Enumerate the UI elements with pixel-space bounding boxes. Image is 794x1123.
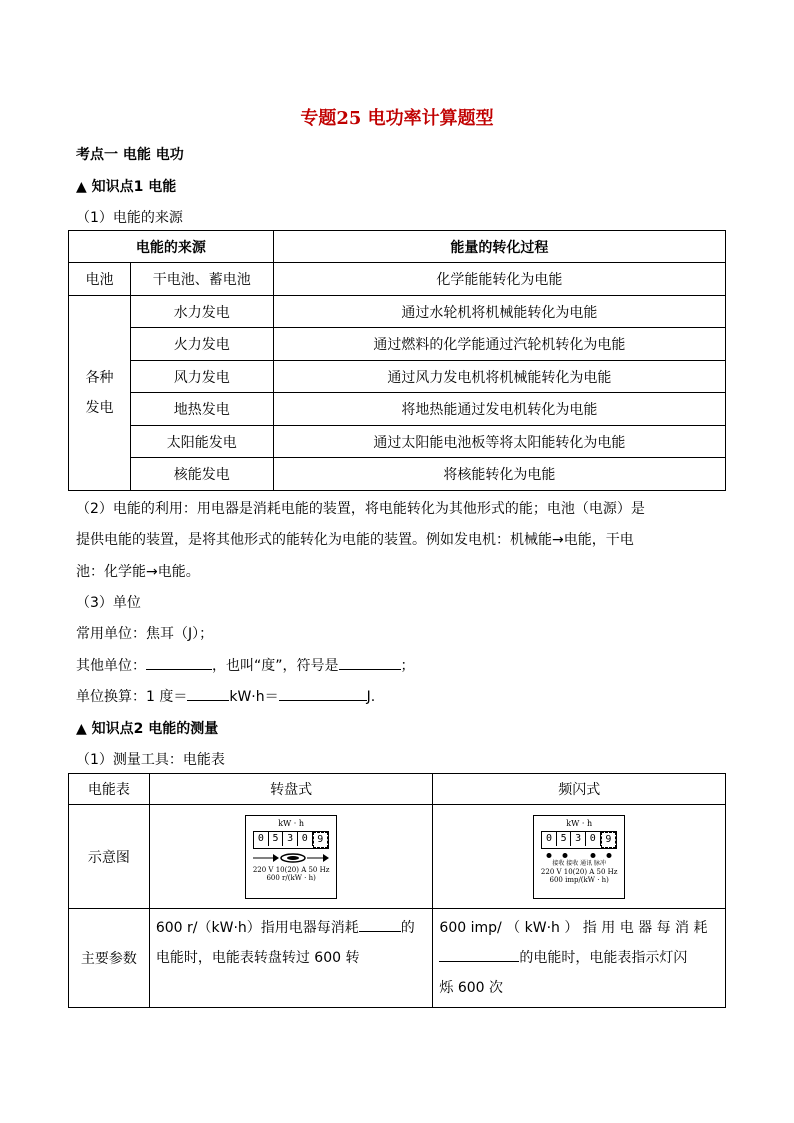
answer-blank[interactable] [439,947,519,962]
answer-blank[interactable] [187,686,229,701]
meter-digit: 9 [601,832,617,848]
meter-spec-rating: 220 V 10(20) A 50 Hz [252,865,330,874]
other-unit-text: ，也叫“度”，符号是 [212,658,339,674]
other-unit-label: 其他单位： [76,658,146,674]
subheading-sources: （1）电能的来源 [76,210,183,226]
generation-type-cell: 地热发电 [130,393,273,426]
other-unit-line [76,655,415,675]
section-heading: 考点一 电能 电功 [76,147,184,163]
page-title: 专题25 电功率计算题型 [300,108,494,129]
meter-digit: 0 [298,832,313,846]
header-meter: 电能表 [69,774,150,805]
rotating-disc-icon [251,852,331,864]
meter-unit: kW · h [278,818,305,828]
answer-blank[interactable] [359,917,401,932]
generation-process-cell: 将地热能通过发电机转化为电能 [273,393,725,426]
generation-group-cell [69,296,131,491]
meter-spec-constant: 600 r/(kW · h) [266,873,316,882]
common-unit-line: 常用单位：焦耳（J）； [76,626,214,642]
flash-param-text: 烁 600 次 [439,980,504,996]
generation-type-cell: 核能发电 [130,458,273,491]
generation-process-cell: 通过风力发电机将机械能转化为电能 [273,361,725,393]
flash-param-text: 的电能时，电能表指示灯闪 [519,950,688,966]
schematic-label: 示意图 [69,805,150,909]
rotary-meter-image [245,815,337,899]
meter-unit: kW · h [566,818,593,828]
rotary-param-text: 的 [400,920,415,936]
subheading-units: （3）单位 [76,595,141,611]
paragraph-usage-line3: 池：化学能→电能。 [76,564,200,580]
generation-type-cell: 水力发电 [130,296,273,328]
generation-type-cell: 风力发电 [130,361,273,393]
generation-process-cell: 通过水轮机将机械能转化为电能 [273,296,725,328]
energy-source-table [68,230,726,491]
meter-table [68,773,726,1008]
other-unit-end: ； [400,658,415,674]
answer-blank[interactable] [339,655,401,670]
meter-digits [541,831,617,849]
flash-params-cell [433,909,726,1008]
meter-digit: 3 [283,832,298,846]
meter-digit: 3 [571,832,586,846]
meter-spec-constant: 600 imp/(kW · h) [549,875,609,884]
meter-digit: 5 [269,832,284,846]
indicator-lights-icon [539,851,619,860]
conversion-joule: J. [366,689,376,705]
rotary-param-text: 600 r/（kW·h）指用电器每消耗 [155,920,359,936]
meter-light-labels: 接收 接收 通讯 脉冲 [552,859,607,867]
paragraph-usage-line2: 提供电能的装置，是将其他形式的能转化为电能的装置。例如发电机：机械能→电能，干电 [76,532,634,548]
rotary-param-text: 电能时，电能表转盘转过 600 转 [155,950,360,966]
meter-digit: 9 [313,832,329,848]
meter-digit: 0 [254,832,269,846]
battery-type-cell: 干电池、蓄电池 [130,263,273,296]
params-label: 主要参数 [69,909,150,1008]
header-process: 能量的转化过程 [273,231,725,263]
paragraph-usage-line1: （2）电能的利用：用电器是消耗电能的装置，将电能转化为其他形式的能；电池（电源）是 [76,501,645,517]
knowledge-point-2: ▲ 知识点2 电能的测量 [76,721,219,737]
unit-conversion-line [76,686,375,706]
answer-blank[interactable] [146,655,212,670]
generation-type-cell: 火力发电 [130,328,273,361]
answer-blank[interactable] [279,686,367,701]
meter-digit: 0 [586,832,601,846]
header-rotary: 转盘式 [149,774,433,805]
knowledge-point-1: ▲ 知识点1 电能 [76,179,177,195]
flash-meter-cell [433,805,726,909]
subheading-tool: （1）测量工具：电能表 [76,752,225,768]
meter-digits [253,831,329,849]
generation-process-cell: 通过燃料的化学能通过汽轮机转化为电能 [273,328,725,361]
meter-digit: 5 [557,832,572,846]
conversion-label: 单位换算：1 度＝ [76,689,188,705]
meter-digit: 0 [542,832,557,846]
generation-process-cell: 通过太阳能电池板等将太阳能转化为电能 [273,426,725,458]
generation-process-cell: 将核能转化为电能 [273,458,725,491]
rotary-meter-cell [149,805,433,909]
generation-type-cell: 太阳能发电 [130,426,273,458]
generation-group-line1: 各种 [85,370,114,386]
battery-group-cell: 电池 [69,263,131,296]
flash-param-text: 600 imp/ （ kW·h ） 指 用 电 器 每 消 耗 [439,920,708,936]
conversion-kwh: kW·h＝ [229,689,279,705]
rotary-params-cell [149,909,433,1008]
header-flash: 频闪式 [433,774,726,805]
meter-spec-rating: 220 V 10(20) A 50 Hz [540,867,618,876]
battery-process-cell: 化学能能转化为电能 [273,263,725,296]
generation-group-line2: 发电 [85,400,114,416]
header-source: 电能的来源 [69,231,274,263]
flash-meter-image [533,815,625,899]
